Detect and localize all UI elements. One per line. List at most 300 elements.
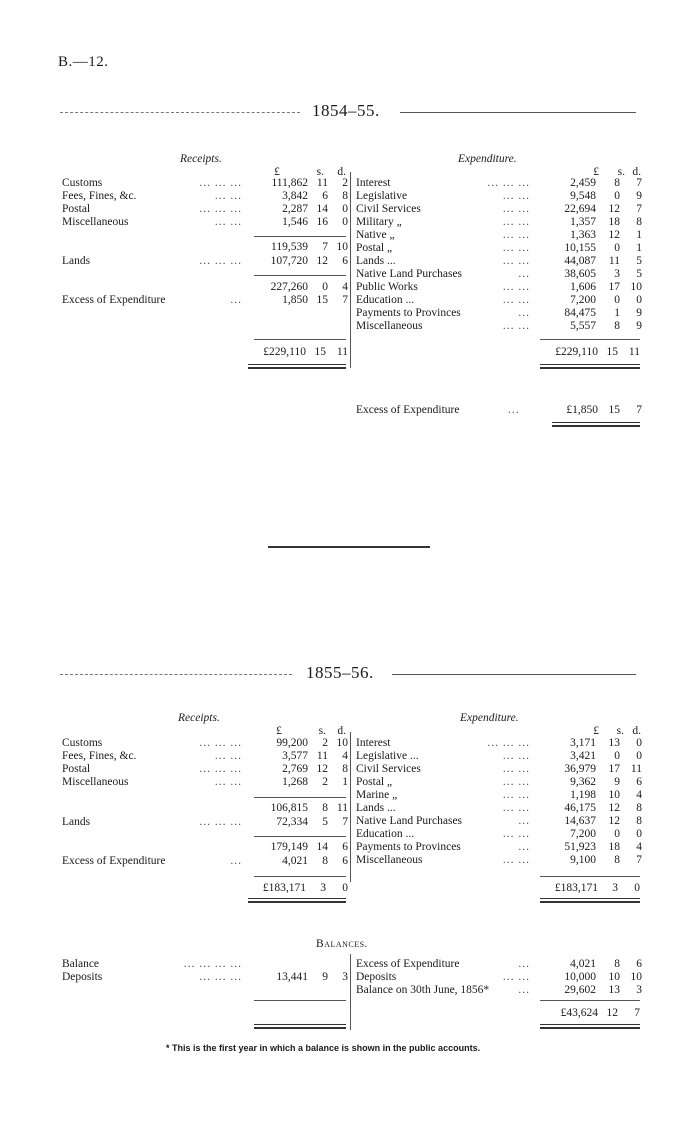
- amount-pence: 7: [636, 177, 642, 189]
- amount-shillings: 12: [608, 802, 620, 814]
- amount-pence: 6: [636, 776, 642, 788]
- section-title-1854: 1854–55.: [312, 101, 380, 120]
- total-pounds: £43,624: [560, 1007, 598, 1019]
- row-label: Miscellaneous: [62, 776, 129, 788]
- row-label: Deposits: [62, 971, 103, 983]
- total-rule: [540, 876, 640, 877]
- amount-pounds: 5,557: [570, 320, 596, 332]
- expenditure-row: [356, 190, 642, 203]
- expenditure-row: [356, 177, 642, 190]
- row-label: Lands ...: [356, 255, 396, 267]
- amount-shillings: 2: [322, 737, 328, 749]
- amount-pounds: 38,605: [564, 268, 596, 280]
- row-label: Excess of Expenditure: [62, 855, 166, 867]
- receipt-row: [62, 816, 348, 829]
- excess-row: [62, 294, 348, 307]
- total-pence: 7: [634, 1007, 640, 1019]
- total-rule: [540, 339, 640, 340]
- leader-dots: ... ...: [502, 750, 530, 762]
- amount-pence: 8: [636, 815, 642, 827]
- leader-dots: ... ...: [502, 789, 530, 801]
- total-double-rule: [254, 1024, 346, 1029]
- row-label: Lands: [62, 816, 91, 828]
- amount-shillings: 10: [608, 789, 620, 801]
- pence-header: d.: [632, 166, 641, 178]
- row-label: Native Land Purchases: [356, 815, 463, 827]
- amount-pence: 8: [636, 802, 642, 814]
- expenditure-row: [356, 281, 642, 294]
- amount-pounds: 4,021: [570, 958, 596, 970]
- shillings-header: s.: [316, 166, 324, 178]
- expenditure-row: [356, 841, 642, 854]
- row-label: Education ...: [356, 294, 415, 306]
- amount-shillings: 0: [614, 190, 620, 202]
- leader-dots: ... ...: [214, 216, 242, 228]
- expenditure-heading: Expenditure.: [460, 712, 519, 724]
- balances-total-row: [538, 1007, 642, 1020]
- title-rule-left: [60, 112, 300, 113]
- expenditure-total-row: [538, 346, 642, 359]
- amount-shillings: 12: [608, 229, 620, 241]
- balance-row: [356, 971, 642, 984]
- amount-pence: 8: [342, 763, 348, 775]
- total-double-rule: [540, 898, 640, 903]
- row-label: Excess of Expenditure: [356, 958, 460, 970]
- total-double-rule: [540, 364, 640, 369]
- row-label: Postal „: [356, 776, 393, 788]
- amount-shillings: 9: [322, 971, 328, 983]
- leader-dots: ...: [518, 841, 530, 853]
- leader-dots: ...: [518, 268, 530, 280]
- leader-dots: ...: [518, 307, 530, 319]
- expenditure-row: [356, 854, 642, 867]
- row-label: Customs: [62, 737, 103, 749]
- expenditure-row: [356, 763, 642, 776]
- amount-pounds: 13,441: [276, 971, 308, 983]
- amount-pence: 8: [342, 190, 348, 202]
- row-label: Civil Services: [356, 203, 421, 215]
- amount-pounds: 119,539: [271, 241, 308, 253]
- amount-shillings: 8: [614, 854, 620, 866]
- amount-shillings: 13: [608, 984, 620, 996]
- leader-dots: ... ...: [502, 294, 530, 306]
- title-rule-right: [400, 112, 636, 113]
- amount-pounds: 51,923: [564, 841, 596, 853]
- amount-pounds: 1,363: [570, 229, 596, 241]
- leader-dots: ... ... ...: [487, 737, 530, 749]
- shillings-header: s.: [616, 725, 624, 737]
- amount-shillings: 6: [322, 190, 328, 202]
- pence-header: d.: [632, 725, 641, 737]
- amount-shillings: 14: [316, 203, 328, 215]
- total-pence: 11: [336, 346, 348, 358]
- row-label: Balance on 30th June, 1856*: [356, 984, 490, 996]
- receipt-row: [62, 776, 348, 789]
- amount-pounds: 9,362: [570, 776, 596, 788]
- expenditure-row: [356, 802, 642, 815]
- amount-pounds: 4,021: [282, 855, 308, 867]
- leader-dots: ...: [230, 294, 242, 306]
- amount-pence: 0: [342, 203, 348, 215]
- amount-pence: 9: [636, 320, 642, 332]
- row-label: Legislative ...: [356, 750, 419, 762]
- amount-pounds: 9,548: [570, 190, 596, 202]
- row-label: Payments to Provinces: [356, 307, 461, 319]
- pounds-header: £: [274, 166, 280, 178]
- row-label: Payments to Provinces: [356, 841, 461, 853]
- amount-pence: 6: [636, 958, 642, 970]
- amount-pounds: 1,268: [282, 776, 308, 788]
- amount-pence: 10: [336, 241, 348, 253]
- total-shillings: 3: [320, 882, 326, 894]
- amount-pounds: 22,694: [564, 203, 596, 215]
- amount-shillings: 12: [608, 815, 620, 827]
- row-label: Excess of Expenditure: [62, 294, 166, 306]
- leader-dots: ... ... ...: [199, 177, 242, 189]
- amount-pence: 6: [342, 841, 348, 853]
- amount-pence: 0: [636, 737, 642, 749]
- total-pounds: £229,110: [263, 346, 306, 358]
- row-label: Postal „: [356, 242, 393, 254]
- subtotal-rule: [254, 236, 346, 237]
- expenditure-row: [356, 229, 642, 242]
- excess-summary-shillings: 15: [608, 404, 620, 416]
- amount-shillings: 14: [316, 841, 328, 853]
- row-label: Native Land Purchases: [356, 268, 463, 280]
- expenditure-total-row: [538, 882, 642, 895]
- amount-pence: 4: [342, 281, 348, 293]
- amount-pence: 11: [630, 763, 642, 775]
- leader-dots: ... ...: [502, 971, 530, 983]
- amount-pence: 7: [636, 854, 642, 866]
- receipts-total-row: [246, 882, 348, 895]
- leader-dots: ... ...: [502, 216, 530, 228]
- amount-shillings: 8: [322, 855, 328, 867]
- subtotal-rule: [254, 275, 346, 276]
- row-label: Public Works: [356, 281, 418, 293]
- leader-dots: ...: [230, 855, 242, 867]
- title-rule-right: [392, 674, 636, 675]
- amount-shillings: 10: [608, 971, 620, 983]
- amount-shillings: 0: [614, 294, 620, 306]
- amount-shillings: 12: [608, 203, 620, 215]
- excess-summary-row: [356, 404, 642, 417]
- amount-pence: 3: [636, 984, 642, 996]
- leader-dots: ... ...: [502, 828, 530, 840]
- expenditure-row: [356, 320, 642, 333]
- leader-dots: ... ...: [502, 229, 530, 241]
- balance-row: [62, 971, 348, 984]
- receipts-total-row: [246, 346, 348, 359]
- amount-pounds: 2,769: [282, 763, 308, 775]
- amount-pounds: 10,155: [564, 242, 596, 254]
- receipt-row: [62, 255, 348, 268]
- excess-row: [62, 855, 348, 868]
- amount-pence: 0: [342, 216, 348, 228]
- amount-shillings: 7: [322, 241, 328, 253]
- balances-heading: Balances.: [316, 938, 368, 950]
- receipt-row: [62, 203, 348, 216]
- leader-dots: ... ...: [502, 802, 530, 814]
- row-label: Fees, Fines, &c.: [62, 190, 137, 202]
- amount-pence: 11: [336, 802, 348, 814]
- row-label: Balance: [62, 958, 100, 970]
- amount-shillings: 11: [608, 255, 620, 267]
- subtotal-row: [62, 241, 348, 254]
- expenditure-row: [356, 203, 642, 216]
- subtotal-row: [62, 802, 348, 815]
- shillings-header: s.: [318, 725, 326, 737]
- amount-pence: 7: [342, 816, 348, 828]
- leader-dots: ... ...: [502, 190, 530, 202]
- amount-pounds: 3,842: [282, 190, 308, 202]
- amount-pence: 7: [636, 203, 642, 215]
- row-label: Deposits: [356, 971, 397, 983]
- leader-dots: ... ... ...: [199, 255, 242, 267]
- row-label: Customs: [62, 177, 103, 189]
- receipts-heading: Receipts.: [180, 153, 222, 165]
- amount-pence: 6: [342, 255, 348, 267]
- total-pounds: £183,171: [262, 882, 306, 894]
- amount-pounds: 1,357: [570, 216, 596, 228]
- receipt-row: [62, 216, 348, 229]
- amount-pence: 1: [636, 242, 642, 254]
- total-shillings: 15: [606, 346, 618, 358]
- amount-pounds: 14,637: [564, 815, 596, 827]
- leader-dots: ... ...: [502, 320, 530, 332]
- excess-summary-pounds: £1,850: [566, 404, 598, 416]
- amount-pence: 4: [342, 750, 348, 762]
- leader-dots: ... ...: [502, 281, 530, 293]
- amount-pounds: 1,850: [282, 294, 308, 306]
- leader-dots: ... ...: [214, 190, 242, 202]
- expenditure-row: [356, 307, 642, 320]
- amount-pence: 4: [636, 789, 642, 801]
- pence-header: d.: [337, 725, 346, 737]
- row-label: Miscellaneous: [356, 320, 423, 332]
- total-pence: 0: [634, 882, 640, 894]
- amount-shillings: 8: [322, 802, 328, 814]
- amount-shillings: 16: [316, 216, 328, 228]
- amount-shillings: 17: [608, 281, 620, 293]
- total-shillings: 12: [606, 1007, 618, 1019]
- total-shillings: 15: [314, 346, 326, 358]
- leader-dots: ... ...: [502, 854, 530, 866]
- amount-pence: 9: [636, 190, 642, 202]
- section-title-1855: 1855–56.: [306, 663, 374, 682]
- amount-pence: 7: [342, 294, 348, 306]
- row-label: Interest: [356, 737, 391, 749]
- amount-pounds: 3,577: [282, 750, 308, 762]
- amount-pounds: 7,200: [570, 294, 596, 306]
- leader-dots: ... ... ...: [199, 737, 242, 749]
- amount-pence: 1: [342, 776, 348, 788]
- leader-dots: ... ... ...: [487, 177, 530, 189]
- balance-row: [356, 958, 642, 971]
- receipt-row: [62, 190, 348, 203]
- leader-dots: ...: [508, 404, 520, 416]
- leader-dots: ...: [518, 958, 530, 970]
- amount-pounds: 2,459: [570, 177, 596, 189]
- row-label: Native „: [356, 229, 395, 241]
- amount-pounds: 72,334: [276, 816, 308, 828]
- row-label: Fees, Fines, &c.: [62, 750, 137, 762]
- amount-shillings: 12: [316, 255, 328, 267]
- total-double-rule: [248, 898, 346, 903]
- expenditure-row: [356, 255, 642, 268]
- leader-dots: ... ... ...: [199, 203, 242, 215]
- amount-shillings: 8: [614, 320, 620, 332]
- expenditure-row: [356, 242, 642, 255]
- amount-pence: 0: [636, 294, 642, 306]
- amount-shillings: 1: [614, 307, 620, 319]
- amount-pounds: 2,287: [282, 203, 308, 215]
- total-rule: [254, 339, 346, 340]
- shillings-header: s.: [617, 166, 625, 178]
- leader-dots: ... ...: [502, 255, 530, 267]
- column-divider: [350, 732, 351, 882]
- leader-dots: ... ... ...: [199, 971, 242, 983]
- leader-dots: ...: [518, 815, 530, 827]
- expenditure-row: [356, 815, 642, 828]
- excess-double-rule: [552, 422, 640, 427]
- amount-shillings: 11: [316, 177, 328, 189]
- receipts-heading: Receipts.: [178, 712, 220, 724]
- total-pence: 11: [628, 346, 640, 358]
- amount-pence: 0: [636, 750, 642, 762]
- amount-pence: 3: [342, 971, 348, 983]
- expenditure-row: [356, 776, 642, 789]
- amount-pence: 10: [336, 737, 348, 749]
- leader-dots: ... ...: [502, 763, 530, 775]
- receipt-row: [62, 763, 348, 776]
- amount-shillings: 18: [608, 216, 620, 228]
- expenditure-row: [356, 216, 642, 229]
- amount-pounds: 9,100: [570, 854, 596, 866]
- expenditure-row: [356, 789, 642, 802]
- row-label: Legislative: [356, 190, 408, 202]
- row-label: Miscellaneous: [62, 216, 129, 228]
- total-rule: [254, 1000, 346, 1001]
- amount-pounds: 99,200: [276, 737, 308, 749]
- amount-pounds: 46,175: [564, 802, 596, 814]
- total-pounds: £229,110: [555, 346, 598, 358]
- leader-dots: ... ... ... ...: [183, 958, 242, 970]
- subtotal-rule: [254, 797, 346, 798]
- column-divider: [350, 954, 351, 1030]
- pounds-header: £: [593, 166, 599, 178]
- leader-dots: ... ...: [214, 750, 242, 762]
- amount-pounds: 3,171: [570, 737, 596, 749]
- pounds-header: £: [593, 725, 599, 737]
- amount-pounds: 1,546: [282, 216, 308, 228]
- page-number: B.—12.: [58, 54, 109, 70]
- amount-shillings: 3: [614, 268, 620, 280]
- amount-pence: 5: [636, 268, 642, 280]
- amount-pence: 5: [636, 255, 642, 267]
- balance-row: [356, 984, 642, 997]
- amount-pence: 6: [342, 855, 348, 867]
- row-label: Marine „: [356, 789, 398, 801]
- subtotal-rule: [254, 836, 346, 837]
- balance-row: [62, 958, 348, 971]
- amount-pounds: 36,979: [564, 763, 596, 775]
- expenditure-row: [356, 828, 642, 841]
- amount-pounds: 107,720: [270, 255, 308, 267]
- row-label: Education ...: [356, 828, 415, 840]
- amount-pounds: 84,475: [564, 307, 596, 319]
- amount-shillings: 11: [316, 750, 328, 762]
- excess-summary-label: Excess of Expenditure: [356, 404, 460, 416]
- amount-shillings: 18: [608, 841, 620, 853]
- amount-pence: 0: [636, 828, 642, 840]
- row-label: Civil Services: [356, 763, 421, 775]
- amount-shillings: 5: [322, 816, 328, 828]
- amount-shillings: 0: [614, 750, 620, 762]
- amount-pence: 1: [636, 229, 642, 241]
- expenditure-row: [356, 268, 642, 281]
- amount-shillings: 0: [614, 242, 620, 254]
- total-double-rule: [248, 364, 346, 369]
- column-divider: [350, 172, 351, 368]
- amount-pence: 4: [636, 841, 642, 853]
- leader-dots: ...: [518, 984, 530, 996]
- amount-pounds: 1,606: [570, 281, 596, 293]
- footnote: * This is the first year in which a balance is shown in the public accounts.: [166, 1043, 481, 1053]
- row-label: Miscellaneous: [356, 854, 423, 866]
- subtotal-row: [62, 281, 348, 294]
- row-label: Interest: [356, 177, 391, 189]
- amount-pence: 8: [636, 216, 642, 228]
- amount-pence: 10: [630, 281, 642, 293]
- amount-pounds: 106,815: [270, 802, 308, 814]
- leader-dots: ... ...: [502, 203, 530, 215]
- leader-dots: ... ...: [502, 776, 530, 788]
- amount-shillings: 8: [614, 177, 620, 189]
- amount-pounds: 3,421: [570, 750, 596, 762]
- amount-shillings: 0: [322, 281, 328, 293]
- amount-pounds: 29,602: [564, 984, 596, 996]
- pounds-header: £: [276, 725, 282, 737]
- amount-shillings: 0: [614, 828, 620, 840]
- total-rule: [540, 1000, 640, 1001]
- leader-dots: ... ... ...: [199, 816, 242, 828]
- row-label: Postal: [62, 203, 91, 215]
- amount-pounds: 227,260: [270, 281, 308, 293]
- total-pounds: £183,171: [554, 882, 598, 894]
- expenditure-row: [356, 294, 642, 307]
- amount-pounds: 44,087: [564, 255, 596, 267]
- row-label: Postal: [62, 763, 91, 775]
- receipt-row: [62, 177, 348, 190]
- pence-header: d.: [337, 166, 346, 178]
- total-pence: 0: [342, 882, 348, 894]
- leader-dots: ... ...: [502, 242, 530, 254]
- amount-pence: 2: [342, 177, 348, 189]
- title-rule-left: [60, 674, 292, 675]
- amount-shillings: 12: [316, 763, 328, 775]
- amount-pence: 10: [630, 971, 642, 983]
- receipt-row: [62, 737, 348, 750]
- amount-shillings: 2: [322, 776, 328, 788]
- expenditure-heading: Expenditure.: [458, 153, 517, 165]
- amount-pence: 9: [636, 307, 642, 319]
- leader-dots: ... ... ...: [199, 763, 242, 775]
- amount-pounds: 7,200: [570, 828, 596, 840]
- excess-summary-pence: 7: [636, 404, 642, 416]
- row-label: Lands ...: [356, 802, 396, 814]
- expenditure-row: [356, 737, 642, 750]
